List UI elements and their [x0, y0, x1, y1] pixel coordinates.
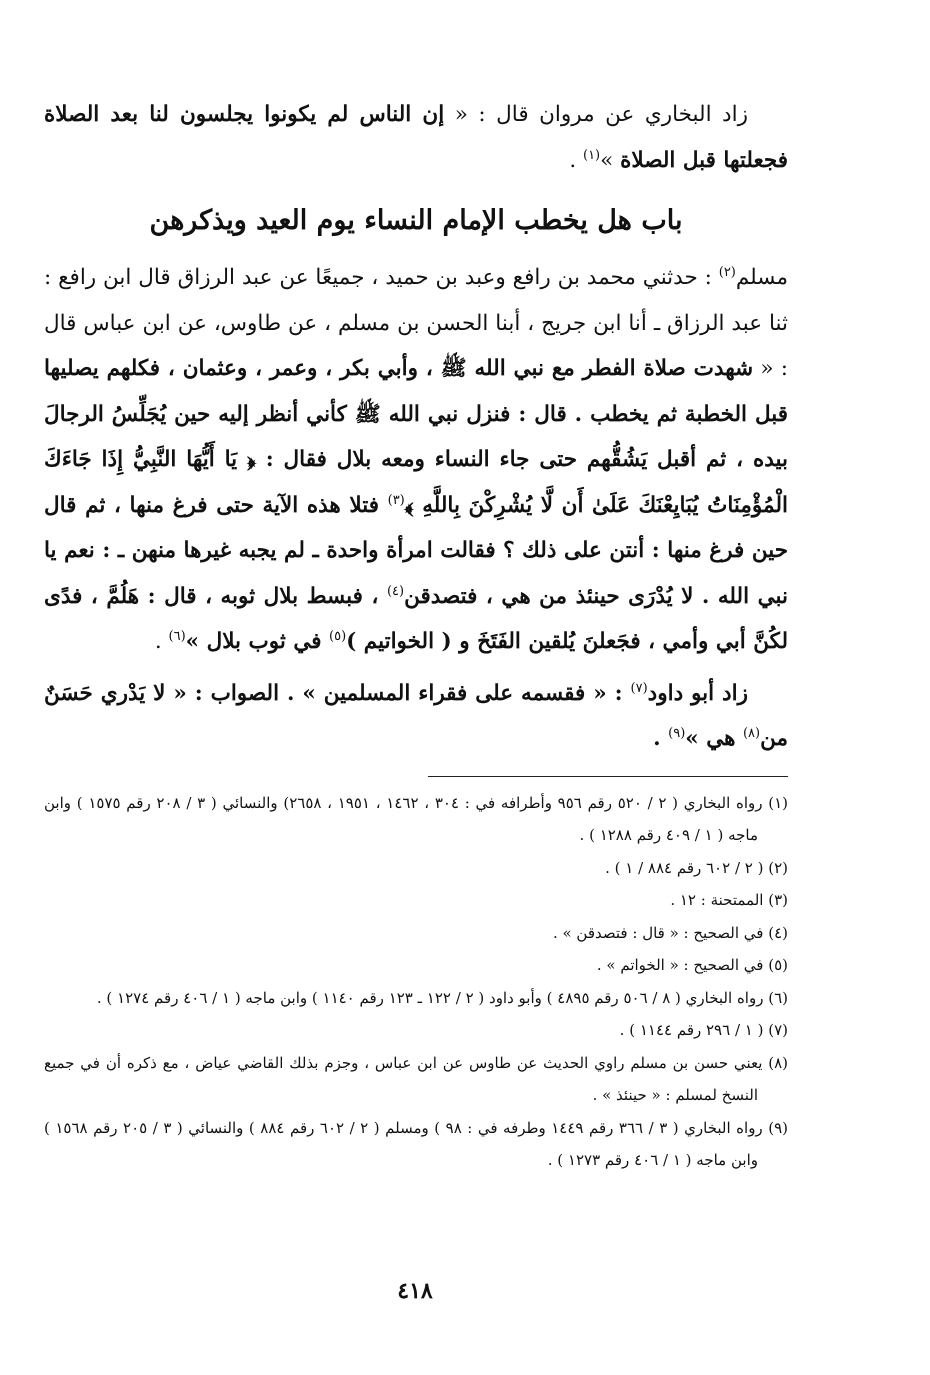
footnote-divider [428, 776, 788, 777]
text: . [569, 147, 583, 173]
text: : « فقسمه على فقراء المسلمين » . الصواب : « لا يَدْري حَسَنٌ من [44, 680, 788, 751]
hadith-text: في ثوب بلال » [185, 629, 329, 654]
paragraph-abu-dawud-addition [44, 671, 788, 762]
hadith-text: هذه الآية حتى فرغ منها ، ثم قال حين فرغ منها : أنتن على ذلك ؟ فقالت امرأة واحدة ـ لم يجبه غيرها منهن ـ : نعم يا نبي الله . لا يُدْرَى حينئذ من هي ، فتصدقن [44, 492, 788, 609]
footnote-8: (٨) يعني حسن بن مسلم راوي الحديث عن طاوس عن ابن عباس ، وجزم بذلك القاضي عياض ، مع ذكره أن في جميع النسخ لمسلم : « حينئذ » . [44, 1053, 788, 1104]
footnote-ref: (٣) [387, 492, 405, 508]
footnote-6: (٦) رواه البخاري ( ٨ / ٥٠٦ رقم ٤٨٩٥ ) وأبو داود ( ٢ / ١٢٢ ـ ١٢٣ رقم ١١٤٠ ) وابن ماجه ( ١ / ٤٠٦ رقم ١٢٧٤ ) . [96, 988, 788, 1007]
footnote-3: (٣) الممتحنة : ١٢ . [670, 891, 788, 909]
paragraph-bukhari-addition [44, 92, 788, 183]
text: هي » [685, 726, 743, 751]
footnote-ref: (٤) [386, 583, 405, 599]
page [44, 92, 788, 1177]
footnote-ref: (٨) [742, 725, 761, 741]
quote-text: إن الناس لم يكونوا يجلسون لنا بعد الصلاة فجعلتها قبل الصلاة [44, 102, 788, 173]
text: » [600, 147, 621, 173]
hadith-text: فتلا [349, 492, 388, 518]
footnote-ref: (٩) [668, 725, 686, 741]
footnote-ref: (٦) [168, 628, 186, 644]
footnote-ref: (٥) [329, 628, 347, 644]
page-number: ٤١٨ [397, 1278, 433, 1304]
text: مسلم [735, 265, 788, 290]
paragraph-muslim-hadith [44, 255, 788, 665]
text: زاد أبو داود [647, 680, 748, 706]
footnotes [44, 787, 788, 1177]
footnote-ref: (٢) [718, 264, 736, 280]
chapter-heading: باب هل يخطب الإمام النساء يوم العيد ويذكرهن [149, 205, 683, 236]
footnote-2: (٢) ( ٢ / ٦٠٢ رقم ٨٨٤ / ١ ) . [605, 858, 788, 877]
text: زاد البخاري عن مروان قال : « [444, 102, 748, 127]
footnote-5: (٥) في الصحيح : « الخواتم » . [596, 956, 788, 974]
footnote-7: (٧) ( ١ / ٢٩٦ رقم ١١٤٤ ) . [619, 1021, 788, 1039]
text: : حدثني محمد بن رافع وعبد بن حميد ، جميعًا عن عبد الرزاق قال ابن رافع : ثنا عبد الرزاق ـ أنا ابن جريج ، أبنا الحسن بن مسلم ، عن طاوس، عن ابن عباس قال : « [44, 265, 788, 381]
footnote-4: (٤) في الصحيح : « قال : فتصدقن » . [552, 923, 788, 942]
text: . [154, 629, 169, 654]
footnote-ref: (١) [582, 147, 601, 163]
footnote-9: (٩) رواه البخاري ( ٣ / ٣٦٦ رقم ١٤٤٩ وطرفه في : ٩٨ ) ومسلم ( ٢ / ٦٠٢ رقم ٨٨٤ ) والنسائي ( ٣ / ٢٠٥ رقم ١٥٦٨ ) وابن ماجه ( ١ / ٤٠٦ رقم ١٢٧٣ ) . [44, 1118, 788, 1169]
footnote-1: (١) رواه البخاري ( ٢ / ٥٢٠ رقم ٩٥٦ وأطرافه في : ٣٠٤ ، ١٤٦٢ ، ١٩٥١ ، ٢٦٥٨) والنسائي ( ٣ / ٢٠٨ رقم ١٥٧٥ ) وابن ماجه ( ١ / ٤٠٩ رقم ١٢٨٨ ) . [44, 793, 789, 844]
hadith-text: ، فبسط بلال ثوبه ، قال : هَلُمَّ ، فدًى لكُنَّ أبي وأمي ، فجَعلنَ يُلقين الفَتَخَ و ( الخواتيم ) [44, 583, 788, 654]
footnote-ref: (٧) [630, 680, 648, 696]
text: . [653, 726, 669, 751]
hadith-text: شهدت صلاة الفطر مع نبي الله ﷺ ، وأبي بكر ، وعمر ، وعثمان ، فكلهم يصليها قبل الخطبة ثم يخطب . قال : فنزل نبي الله ﷺ كأني أنظر إليه حين يُجَلِّسُ الرجالَ بيده ، ثم أقبل يَشُقُّهم حتى جاء النساء ومعه بلال فقال : ﴿ يَا أَيُّهَا النَّبِيُّ إِذَا جَاءَكَ الْمُؤْمِنَاتُ يُبَايِعْنَكَ عَلَىٰ أَن لَّا يُشْرِكْنَ بِاللَّهِ ﴾ [44, 356, 788, 518]
